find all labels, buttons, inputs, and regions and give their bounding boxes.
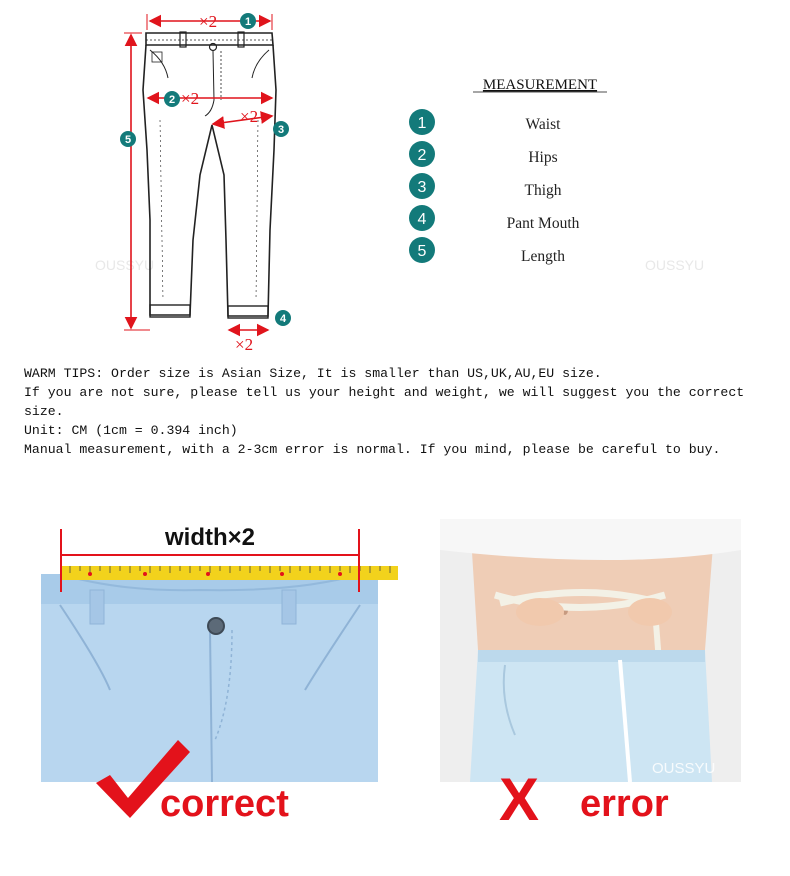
measurement-arrows	[124, 14, 272, 330]
legend-num-3: 3	[417, 179, 427, 196]
warm-tips	[24, 364, 769, 459]
width-label: width×2	[164, 524, 256, 551]
error-x-icon: X	[499, 766, 540, 833]
error-photo	[440, 519, 741, 782]
measurement-comparison	[0, 500, 790, 876]
thigh-multiplier: ×2	[240, 107, 259, 126]
legend-label-length: Length	[521, 248, 565, 265]
legend-num-2: 2	[417, 147, 427, 164]
pants-size-diagram	[0, 0, 790, 360]
legend-label-pant-mouth: Pant Mouth	[506, 215, 580, 232]
measurement-legend	[409, 77, 607, 265]
tips-line-4: Manual measurement, with a 2-3cm error is normal. If you mind, please be careful to buy.	[24, 442, 721, 457]
error-label: error	[580, 783, 669, 825]
correct-photo	[41, 524, 398, 782]
watermark-left: OUSSYU	[95, 257, 155, 273]
legend-label-thigh: Thigh	[524, 182, 562, 199]
watermark-right: OUSSYU	[645, 257, 705, 273]
badge-mouth-num: 4	[279, 313, 287, 325]
tape-measure	[60, 566, 398, 580]
tips-line-2: If you are not sure, please tell us your height and weight, we will suggest you the correct size.	[24, 385, 753, 419]
tips-line-1: WARM TIPS: Order size is Asian Size, It is smaller than US,UK,AU,EU size.	[24, 366, 602, 381]
legend-num-1: 1	[417, 115, 427, 132]
legend-label-hips: Hips	[528, 149, 558, 166]
badge-thigh-num: 3	[277, 124, 285, 136]
waist-multiplier: ×2	[199, 12, 218, 31]
legend-title: MEASUREMENT	[482, 77, 598, 93]
pants-outline	[143, 32, 276, 318]
mouth-multiplier: ×2	[235, 335, 254, 354]
badge-length-num: 5	[124, 134, 132, 146]
legend-num-5: 5	[417, 243, 427, 260]
badge-hips-num: 2	[168, 94, 176, 106]
tips-line-3: Unit: CM (1cm = 0.394 inch)	[24, 423, 238, 438]
badge-waist-num: 1	[244, 16, 252, 28]
photo-watermark: OUSSYU	[652, 760, 716, 777]
hips-multiplier: ×2	[181, 89, 200, 108]
legend-num-4: 4	[417, 211, 427, 228]
correct-label: correct	[160, 783, 289, 825]
legend-label-waist: Waist	[525, 116, 561, 133]
